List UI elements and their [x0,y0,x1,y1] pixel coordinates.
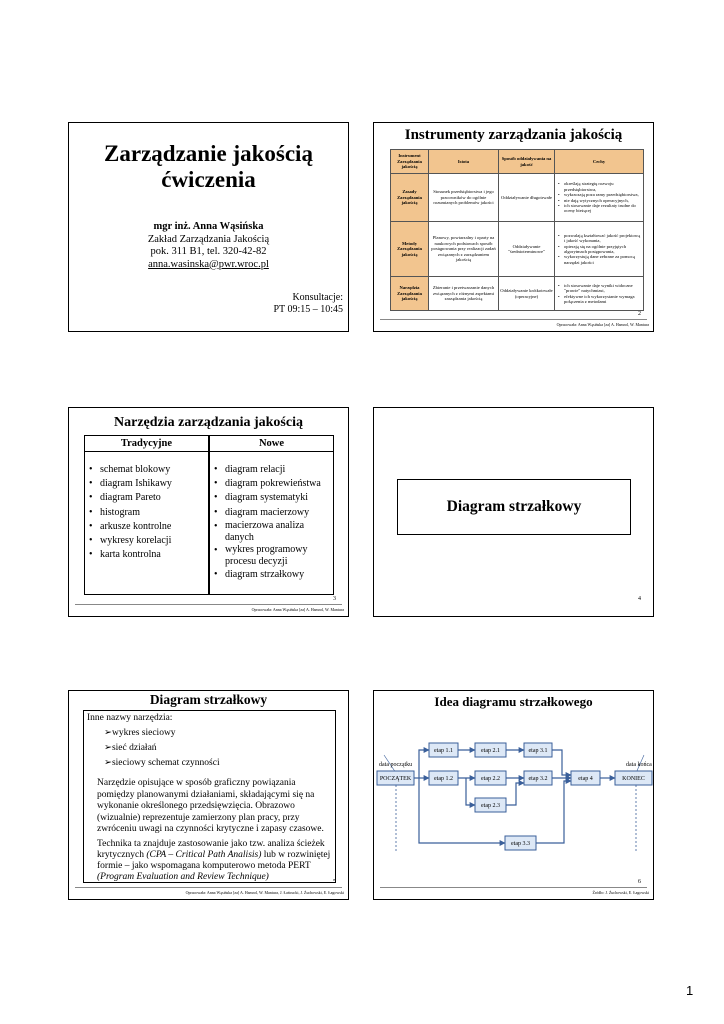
etap-label: etap 3.2 [528,776,548,782]
list-item [104,756,220,771]
table-header: Sposób oddziaływania na jakość [499,150,555,174]
consultation-time: PT 09:15 – 10:45 [273,304,343,315]
table-cell: Metody Zarządzania jakością [391,222,429,277]
list-item [214,520,333,544]
list-item: • ich stosowanie daje wyniki widoczne "prawie" natychmiast, [558,283,642,294]
list-item-line: • wykres programowy [225,543,308,555]
table-cell: Oddziaływanie "średnioterminowe" [499,222,555,277]
list-item [214,544,333,568]
description-paragraph: Narzędzie opisujące w sposób graficzny powiązania pomiędzy planowanymi działaniami, składającymi się na wykonanie określonego przedsięwzięcia. Obrazowo (wizualnie) reprezentuje zamierzony plan pracy, przy zwróceniu uwagi na czynności krytyczne i zapasy czasowe. [97,778,324,834]
list-item-label: sieć działań [111,743,157,753]
table-cell [555,174,644,222]
footer-divider [75,604,342,605]
etap-label: etap 2.2 [481,776,500,782]
list-item: • wykraczają poza ramy przedsiębiorstwa, [558,192,642,197]
list-item: • histogram [89,506,208,520]
department: Zakład Zarządzania Jakością [147,233,270,245]
slide-heading: Idea diagramu strzałkowego [434,694,593,709]
slide-arrow-diagram-desc [68,690,349,900]
author-block [69,221,348,271]
slide-tools [68,407,349,617]
start-node-label: POCZĄTEK [379,776,412,782]
text-run: Technika ta znajduje zastosowanie jako tzw. analiza ścieżek krytycznych [97,839,325,860]
list-item: • wykorzystują dane zebrane za pomocą narzędzi jakości [558,254,642,265]
list-item: • diagram systematyki [214,491,333,505]
list-item: • pozwalają kształtować jakość projektową i jakość wykonania, [558,233,642,244]
box-header: Tradycyjne [85,436,208,452]
new-tools-box [209,435,334,595]
table-header: Instrument Zarządzania jakością [391,150,429,174]
text-run-italic: (Program Evaluation and Review Technique) [97,872,269,882]
list-item: • nie dają wytycznych operacyjnych, [558,198,642,203]
etap-label: etap 3.1 [528,748,548,754]
etap-label: etap 3.3 [511,841,530,847]
list-item: • diagram macierzowy [214,506,333,520]
list-item: • diagram pokrewieństwa [214,477,333,491]
footer-divider [380,319,647,320]
application-paragraph [97,839,333,883]
text-run: lub w rozwiniętej formie – jako wspomagana komputerowo metoda PERT [97,850,331,871]
instruments-table [390,149,644,311]
list-item: • karta kontrolna [89,548,208,562]
slide-number: 6 [638,879,641,885]
table-header: Cechy [555,150,644,174]
table-cell: Zbieranie i przetwarzanie danych związanych z różnymi aspektami zarządzania jakością [429,277,499,311]
end-date-label: data końca [626,762,652,768]
etap-label: etap 1.1 [434,748,453,754]
list-item [104,741,220,756]
description-box [83,710,336,883]
slide-heading: Instrumenty zarządzania jakością [404,127,623,143]
slide-arrow-diagram-idea [373,690,654,900]
box-header: Nowe [210,436,333,452]
course-subtitle: ćwiczenia [161,167,256,192]
list-item: • ich stosowanie daje rezultaty trudne do oceny bieżącej [558,203,642,214]
slide-number: 2 [638,311,641,317]
alt-names-list [104,726,220,771]
room-phone: pok. 311 B1, tel. 320-42-82 [150,246,267,257]
end-node-label: KONIEC [622,776,645,782]
slide-footer: Źródło: J. Żuchowski, E. Łagowski [592,890,649,895]
footer-divider [75,887,342,888]
slide-footer: Opracowała: Anna Wąsińska [za] A. Hamrol, W. Mantura, J. Łańcucki, J. Żuchowski, E. Łagowski [185,890,344,895]
list-item-line: • macierzowa analiza [225,519,305,531]
table-cell: Planowy, powtarzalny i oparty na naukowych podstawach sposób postępowania przy realizacji zadań związanych z zarządzaniem jakością [429,222,499,277]
list-item: • efektywne ich wykorzystanie wymaga połączenia z metodami [558,294,642,305]
slide-heading: Diagram strzałkowy [149,692,268,707]
section-title: Diagram strzałkowy [397,479,631,535]
list-item: • arkusze kontrolne [89,520,208,534]
table-cell: Zasady Zarządzania jakością [391,174,429,222]
slide-heading: Narzędzia zarządzania jakością [114,415,303,430]
table-row [391,174,644,222]
list-item: • diagram relacji [214,463,333,477]
list-item: • opierają się na ogólnie przyjętych algorytmach postępowania, [558,244,642,255]
table-cell: Oddziaływanie długotrwałe [499,174,555,222]
slide-title [68,122,349,332]
list-item-line: procesu decyzji [225,555,288,567]
intro-text: Inne nazwy narzędzia: [87,713,173,723]
traditional-tools-box [84,435,209,595]
list-item: • określają strategię rozwoju przedsiębiorstwa, [558,181,642,192]
list-item: • diagram Pareto [89,491,208,505]
list-item: • wykresy korelacji [89,534,208,548]
list-item: • diagram strzałkowy [214,568,333,582]
etap-label: etap 4 [578,776,593,782]
table-row [391,222,644,277]
list-item-line: danych [225,531,254,543]
slide-footer: Opracowała: Anna Wąsińska [za] A. Hamrol, W. Mantura [556,322,649,327]
footer-divider [380,887,647,888]
table-cell: Oddziaływanie krótkotrwałe (operacyjne) [499,277,555,311]
etap-label: etap 2.3 [481,803,500,809]
list-item: • schemat blokowy [89,463,208,477]
etap-label: etap 2.1 [481,748,500,754]
consultation-hours [273,292,343,316]
arrow-diagram [374,691,654,900]
table-cell [555,222,644,277]
table-cell: Stosunek przedsiębiorstwa i jego pracowników do ogólnie rozumianych problemów jakości [429,174,499,222]
slide-footer: Opracowała: Anna Wąsińska [za] A. Hamrol, W. Mantura [251,607,344,612]
page-number: 1 [686,983,694,998]
table-cell [555,277,644,311]
table-cell: Narzędzia Zarządzania jakością [391,277,429,311]
email-link[interactable]: anna.wasinska@pwr.wroc.pl [148,258,269,270]
consultation-label: Konsultacje: [292,292,343,303]
author-name: mgr inż. Anna Wąsińska [153,221,264,232]
slide-number: 5 [333,879,336,885]
slide-number: 4 [638,596,641,602]
slide-section-title [373,407,654,617]
start-date-label: data początku [379,762,413,768]
list-item: • diagram Ishikawy [89,477,208,491]
list-item-label: sieciowy schemat czynności [111,758,220,768]
list-item-label: wykres sieciowy [111,728,176,738]
list-item [104,726,220,741]
slide-instruments [373,122,654,332]
course-title: Zarządzanie jakością [104,141,313,166]
table-header: Istota [429,150,499,174]
etap-label: etap 1.2 [434,776,453,782]
text-run-italic: (CPA – Critical Path Analisis) [146,850,262,860]
table-row [391,277,644,311]
slide-number: 3 [333,596,336,602]
